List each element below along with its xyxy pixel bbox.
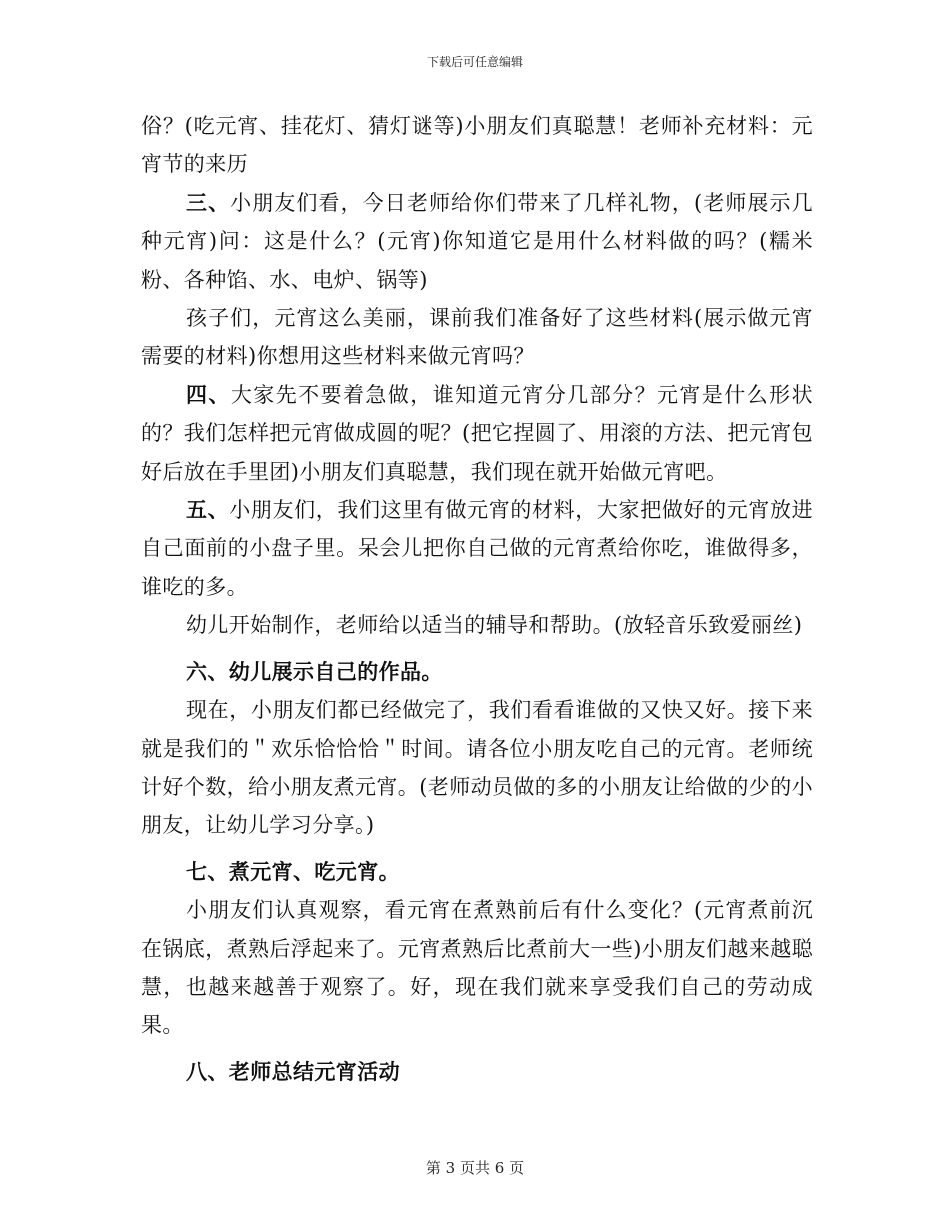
- page-header: 下载后可任意编辑: [426, 55, 523, 69]
- heading-section-eight: 八、老师总结元宵活动: [186, 1058, 400, 1084]
- section-three-text: 小朋友们看，今日老师给你们带来了几样礼物，(老师展示几种元宵)问：这是什么？(元宵)你知道它是用什么材料做的吗？(糯米粉、各种馅、水、电炉、锅等): [141, 190, 813, 292]
- heading-section-six: 六、幼儿展示自己的作品。: [186, 658, 443, 684]
- paragraph-festival-origin: 俗？(吃元宵、挂花灯、猜灯谜等)小朋友们真聪慧！老师补充材料：元宵节的来历: [141, 114, 813, 177]
- section-four-text: 大家先不要着急做，谁知道元宵分几部分？元宵是什么形状的？我们怎样把元宵做成圆的呢？(把它捏圆了、用滚的方法、把元宵包好后放在手里团)小朋友们真聪慧，我们现在就开始做元宵吧。: [141, 382, 813, 484]
- page-footer: 第 3 页共 6 页: [425, 1159, 525, 1177]
- section-four-label: 四、: [186, 381, 231, 407]
- paragraph-showcase: 现在，小朋友们都已经做完了，我们看看谁做的又快又好。接下来就是我们的＂欢乐恰恰恰＂时间。请各位小朋友吃自己的元宵。老师统计好个数，给小朋友煮元宵。(老师动员做的多的小朋友让给做的少的小朋友，让幼儿学习分享。): [141, 698, 813, 838]
- paragraph-section-four: [141, 376, 813, 491]
- document-body: [141, 107, 813, 1091]
- paragraph-section-three: [141, 184, 813, 299]
- heading-section-seven: 七、煮元宵、吃元宵。: [186, 858, 400, 884]
- paragraph-making: 幼儿开始制作，老师给以适当的辅导和帮助。(放轻音乐致爱丽丝): [186, 613, 803, 638]
- paragraph-cooking: 小朋友们认真观察，看元宵在煮熟前后有什么变化？(元宵煮前沉在锅底，煮熟后浮起来了。元宵煮熟后比煮前大一些)小朋友们越来越聪慧，也越来越善于观察了。好，现在我们就来享受我们自己的劳动成果。: [141, 898, 813, 1038]
- section-five-label: 五、: [186, 497, 230, 523]
- paragraph-section-five: [141, 491, 813, 606]
- section-three-label: 三、: [186, 189, 231, 215]
- paragraph-materials: 孩子们，元宵这么美丽，课前我们准备好了这些材料(展示做元宵需要的材料)你想用这些材料来做元宵吗？: [141, 306, 813, 369]
- section-five-text: 小朋友们，我们这里有做元宵的材料，大家把做好的元宵放进自己面前的小盘子里。呆会儿把你自己做的元宵煮给你吃，谁做得多，谁吃的多。: [141, 498, 813, 599]
